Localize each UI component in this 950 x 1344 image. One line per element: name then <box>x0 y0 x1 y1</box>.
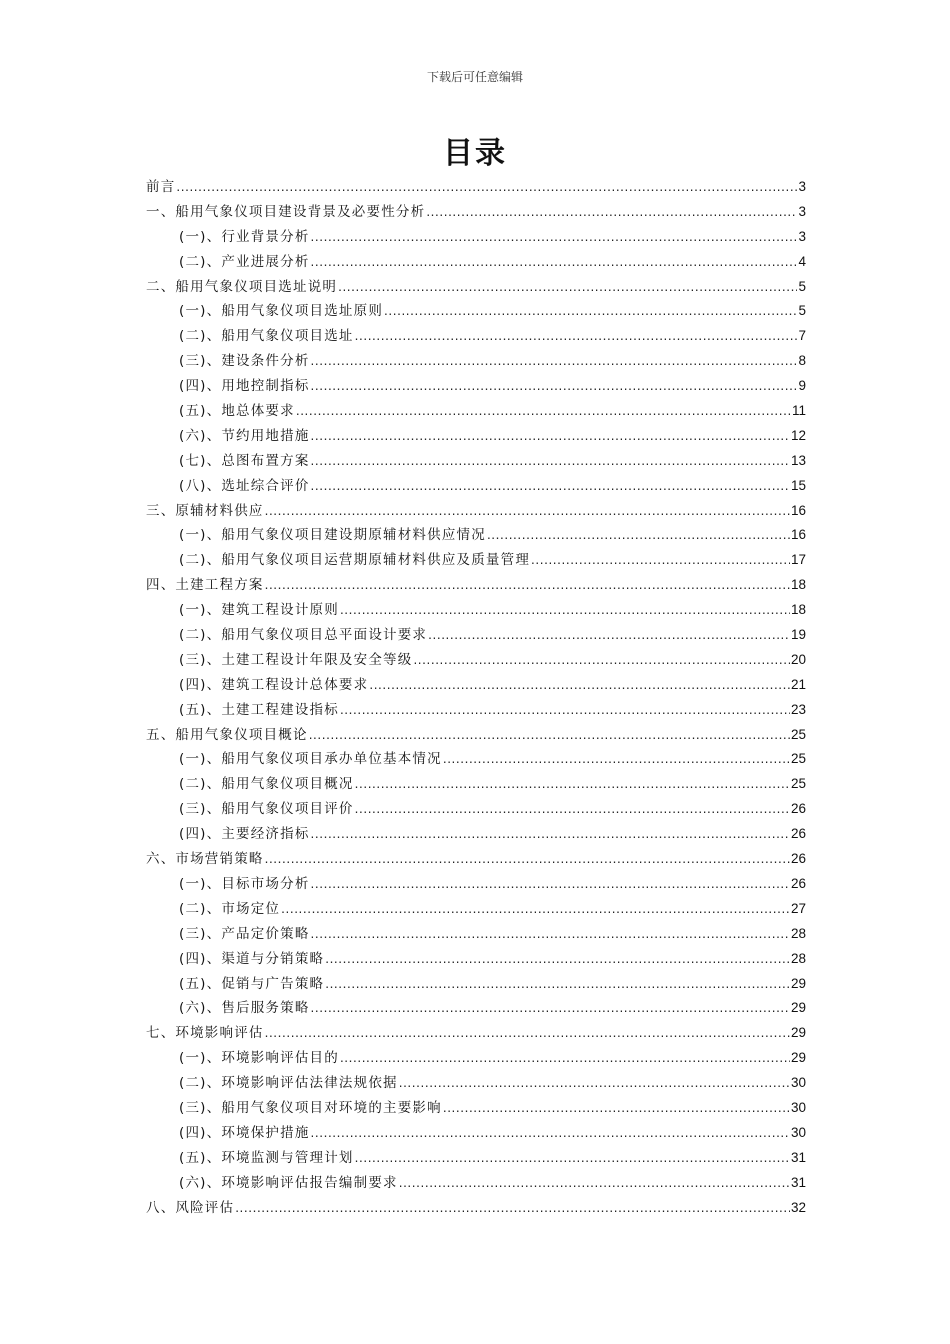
toc-entry-label: (一)、船用气象仪项目选址原则 <box>179 303 384 320</box>
toc-dot-leader <box>325 972 790 997</box>
toc-entry-label: 前言 <box>146 179 176 195</box>
toc-entry[interactable] <box>146 698 806 723</box>
toc-page-number: 3 <box>798 179 806 194</box>
toc-page-number: 29 <box>790 1000 806 1016</box>
toc-dot-leader <box>338 275 797 300</box>
toc-page-number: 21 <box>790 676 806 692</box>
toc-page-number: 4 <box>798 253 806 269</box>
toc-dot-leader <box>325 947 790 972</box>
toc-entry-label: (二)、船用气象仪项目运营期原辅材料供应及质量管理 <box>179 552 531 569</box>
toc-entry-label: (五)、土建工程建设指标 <box>179 701 339 718</box>
toc-entry-label: (一)、建筑工程设计原则 <box>179 602 339 619</box>
toc-entry[interactable] <box>146 723 806 748</box>
toc-page-number: 18 <box>790 602 806 618</box>
toc-dot-leader <box>311 872 790 897</box>
toc-dot-leader <box>487 523 790 548</box>
toc-dot-leader <box>340 598 790 623</box>
toc-page-number: 27 <box>790 900 806 916</box>
toc-page-number: 26 <box>790 801 806 817</box>
toc-dot-leader <box>311 474 790 499</box>
toc-entry[interactable] <box>146 275 806 300</box>
toc-entry[interactable] <box>146 1096 806 1121</box>
toc-entry-label: 七、环境影响评估 <box>146 1025 264 1042</box>
toc-dot-leader <box>340 698 790 723</box>
toc-dot-leader <box>235 1196 790 1221</box>
toc-entry[interactable] <box>146 324 806 349</box>
toc-entry[interactable] <box>146 175 806 200</box>
toc-entry-label: 三、原辅材料供应 <box>146 502 264 519</box>
toc-entry-label: (一)、环境影响评估目的 <box>179 1050 339 1067</box>
toc-entry-label: (一)、船用气象仪项目承办单位基本情况 <box>179 751 442 768</box>
toc-dot-leader <box>281 897 790 922</box>
toc-page-number: 32 <box>790 1199 806 1215</box>
toc-page-number: 8 <box>798 353 806 369</box>
toc-entry[interactable] <box>146 573 806 598</box>
toc-entry-label: (六)、售后服务策略 <box>179 1000 310 1017</box>
toc-page-number: 29 <box>790 975 806 991</box>
toc-dot-leader <box>399 1171 790 1196</box>
toc-entry[interactable] <box>146 847 806 872</box>
toc-dot-leader <box>311 424 790 449</box>
toc-entry[interactable] <box>146 872 806 897</box>
toc-entry-label: (三)、产品定价策略 <box>179 925 310 942</box>
toc-entry-label: (六)、环境影响评估报告编制要求 <box>179 1174 398 1191</box>
toc-dot-leader <box>355 324 798 349</box>
toc-entry[interactable] <box>146 1021 806 1046</box>
toc-dot-leader <box>311 996 790 1021</box>
toc-dot-leader <box>309 723 790 748</box>
toc-page-number: 19 <box>790 627 806 643</box>
toc-entry[interactable] <box>146 424 806 449</box>
toc-page-number: 3 <box>798 228 806 244</box>
toc-page-number: 15 <box>790 477 806 493</box>
toc-entry-label: (七)、总图布置方案 <box>179 452 310 469</box>
toc-dot-leader <box>355 797 790 822</box>
toc-title: 目录 <box>443 136 507 171</box>
toc-dot-leader <box>265 1021 790 1046</box>
table-of-contents <box>146 175 806 1220</box>
toc-entry-label: (五)、地总体要求 <box>179 403 295 420</box>
toc-entry[interactable] <box>146 250 806 275</box>
toc-entry[interactable] <box>146 996 806 1021</box>
toc-dot-leader <box>311 1121 790 1146</box>
toc-entry-label: (二)、船用气象仪项目总平面设计要求 <box>179 627 428 644</box>
toc-entry-label: 一、船用气象仪项目建设背景及必要性分析 <box>146 203 426 220</box>
toc-entry-label: (二)、环境影响评估法律法规依据 <box>179 1075 398 1092</box>
toc-dot-leader <box>311 449 790 474</box>
toc-entry[interactable] <box>146 1196 806 1221</box>
toc-page-number: 12 <box>790 427 806 443</box>
toc-entry-label: (四)、主要经济指标 <box>179 826 310 843</box>
toc-page-number: 26 <box>790 875 806 891</box>
toc-entry-label: (三)、船用气象仪项目对环境的主要影响 <box>179 1099 442 1116</box>
toc-dot-leader <box>355 772 790 797</box>
toc-entry[interactable] <box>146 972 806 997</box>
toc-dot-leader <box>340 1046 790 1071</box>
toc-entry-label: (一)、目标市场分析 <box>179 875 310 892</box>
toc-page-number: 7 <box>798 328 806 344</box>
toc-entry[interactable] <box>146 947 806 972</box>
toc-dot-leader <box>426 200 797 225</box>
toc-entry[interactable] <box>146 449 806 474</box>
toc-entry[interactable] <box>146 1046 806 1071</box>
toc-page-number: 13 <box>790 452 806 468</box>
toc-dot-leader <box>311 250 798 275</box>
toc-page-number: 20 <box>790 651 806 667</box>
toc-entry-label: (四)、环境保护措施 <box>179 1124 310 1141</box>
toc-page-number: 9 <box>798 378 806 394</box>
toc-entry[interactable] <box>146 399 806 424</box>
toc-dot-leader <box>355 1146 790 1171</box>
toc-entry[interactable] <box>146 225 806 250</box>
toc-entry-label: (五)、促销与广告策略 <box>179 975 325 992</box>
toc-entry[interactable] <box>146 772 806 797</box>
toc-page-number: 11 <box>791 403 806 419</box>
toc-entry[interactable] <box>146 374 806 399</box>
toc-page-number: 16 <box>790 527 806 543</box>
toc-entry[interactable] <box>146 200 806 225</box>
page-header: 下载后可任意编辑 <box>426 70 523 84</box>
toc-dot-leader <box>443 747 790 772</box>
toc-entry[interactable] <box>146 673 806 698</box>
toc-page-number: 18 <box>790 577 806 593</box>
toc-entry[interactable] <box>146 1071 806 1096</box>
toc-page-number: 25 <box>790 751 806 767</box>
toc-dot-leader <box>296 399 791 424</box>
toc-entry-label: (四)、用地控制指标 <box>179 378 310 395</box>
toc-entry[interactable] <box>146 623 806 648</box>
toc-page-number: 3 <box>798 203 806 219</box>
toc-dot-leader <box>531 548 790 573</box>
toc-dot-leader <box>443 1096 790 1121</box>
toc-entry[interactable] <box>146 797 806 822</box>
toc-page-number: 5 <box>798 303 806 319</box>
toc-entry[interactable] <box>146 1171 806 1196</box>
toc-entry[interactable] <box>146 648 806 673</box>
toc-entry[interactable] <box>146 299 806 324</box>
toc-dot-leader <box>428 623 790 648</box>
toc-page-number: 29 <box>790 1050 806 1066</box>
toc-page-number: 31 <box>790 1174 806 1190</box>
toc-entry-label: (四)、建筑工程设计总体要求 <box>179 676 369 693</box>
toc-entry-label: (二)、船用气象仪项目选址 <box>179 328 354 345</box>
toc-entry[interactable] <box>146 897 806 922</box>
toc-entry[interactable] <box>146 822 806 847</box>
toc-dot-leader <box>384 299 797 324</box>
toc-dot-leader <box>399 1071 790 1096</box>
toc-dot-leader <box>311 225 798 250</box>
toc-entry-label: 五、船用气象仪项目概论 <box>146 726 308 743</box>
toc-entry-label: (一)、船用气象仪项目建设期原辅材料供应情况 <box>179 527 486 544</box>
toc-page-number: 31 <box>790 1149 806 1165</box>
toc-page-number: 25 <box>790 726 806 742</box>
toc-entry[interactable] <box>146 747 806 772</box>
toc-entry-label: (八)、选址综合评价 <box>179 477 310 494</box>
toc-entry[interactable] <box>146 922 806 947</box>
toc-entry[interactable] <box>146 499 806 524</box>
toc-dot-leader <box>311 349 798 374</box>
toc-entry-label: 六、市场营销策略 <box>146 851 264 868</box>
toc-entry-label: 二、船用气象仪项目选址说明 <box>146 278 338 295</box>
toc-page-number: 28 <box>790 925 806 941</box>
toc-dot-leader <box>311 822 790 847</box>
toc-entry-label: 八、风险评估 <box>146 1199 235 1216</box>
toc-page-number: 23 <box>790 701 806 717</box>
toc-entry-label: 四、土建工程方案 <box>146 577 264 594</box>
toc-entry-label: (四)、渠道与分销策略 <box>179 950 325 967</box>
toc-entry[interactable] <box>146 598 806 623</box>
toc-page-number: 5 <box>798 278 806 294</box>
toc-dot-leader <box>311 922 790 947</box>
toc-page-number: 28 <box>790 950 806 966</box>
toc-entry[interactable] <box>146 548 806 573</box>
toc-dot-leader <box>265 847 790 872</box>
toc-entry-label: (三)、船用气象仪项目评价 <box>179 801 354 818</box>
toc-dot-leader <box>369 673 790 698</box>
toc-page-number: 30 <box>790 1099 806 1115</box>
toc-entry[interactable] <box>146 349 806 374</box>
toc-entry[interactable] <box>146 1146 806 1171</box>
toc-dot-leader <box>265 499 790 524</box>
toc-page-number: 16 <box>790 502 806 518</box>
toc-entry[interactable] <box>146 474 806 499</box>
toc-entry[interactable] <box>146 523 806 548</box>
toc-entry-label: (六)、节约用地措施 <box>179 427 310 444</box>
toc-page-number: 29 <box>790 1025 806 1041</box>
toc-dot-leader <box>265 573 790 598</box>
toc-entry-label: (二)、产业进展分析 <box>179 253 310 270</box>
toc-page-number: 30 <box>790 1075 806 1091</box>
toc-page-number: 30 <box>790 1124 806 1140</box>
toc-entry-label: (二)、市场定位 <box>179 900 281 917</box>
toc-entry-label: (一)、行业背景分析 <box>179 228 310 245</box>
toc-dot-leader <box>311 374 798 399</box>
toc-entry-label: (二)、船用气象仪项目概况 <box>179 776 354 793</box>
toc-dot-leader <box>176 175 797 200</box>
toc-entry-label: (五)、环境监测与管理计划 <box>179 1149 354 1166</box>
toc-dot-leader <box>413 648 790 673</box>
toc-entry-label: (三)、土建工程设计年限及安全等级 <box>179 651 413 668</box>
toc-page-number: 26 <box>790 851 806 867</box>
toc-page-number: 25 <box>790 776 806 792</box>
toc-entry[interactable] <box>146 1121 806 1146</box>
toc-page-number: 26 <box>790 826 806 842</box>
toc-page-number: 17 <box>790 552 806 568</box>
toc-entry-label: (三)、建设条件分析 <box>179 353 310 370</box>
